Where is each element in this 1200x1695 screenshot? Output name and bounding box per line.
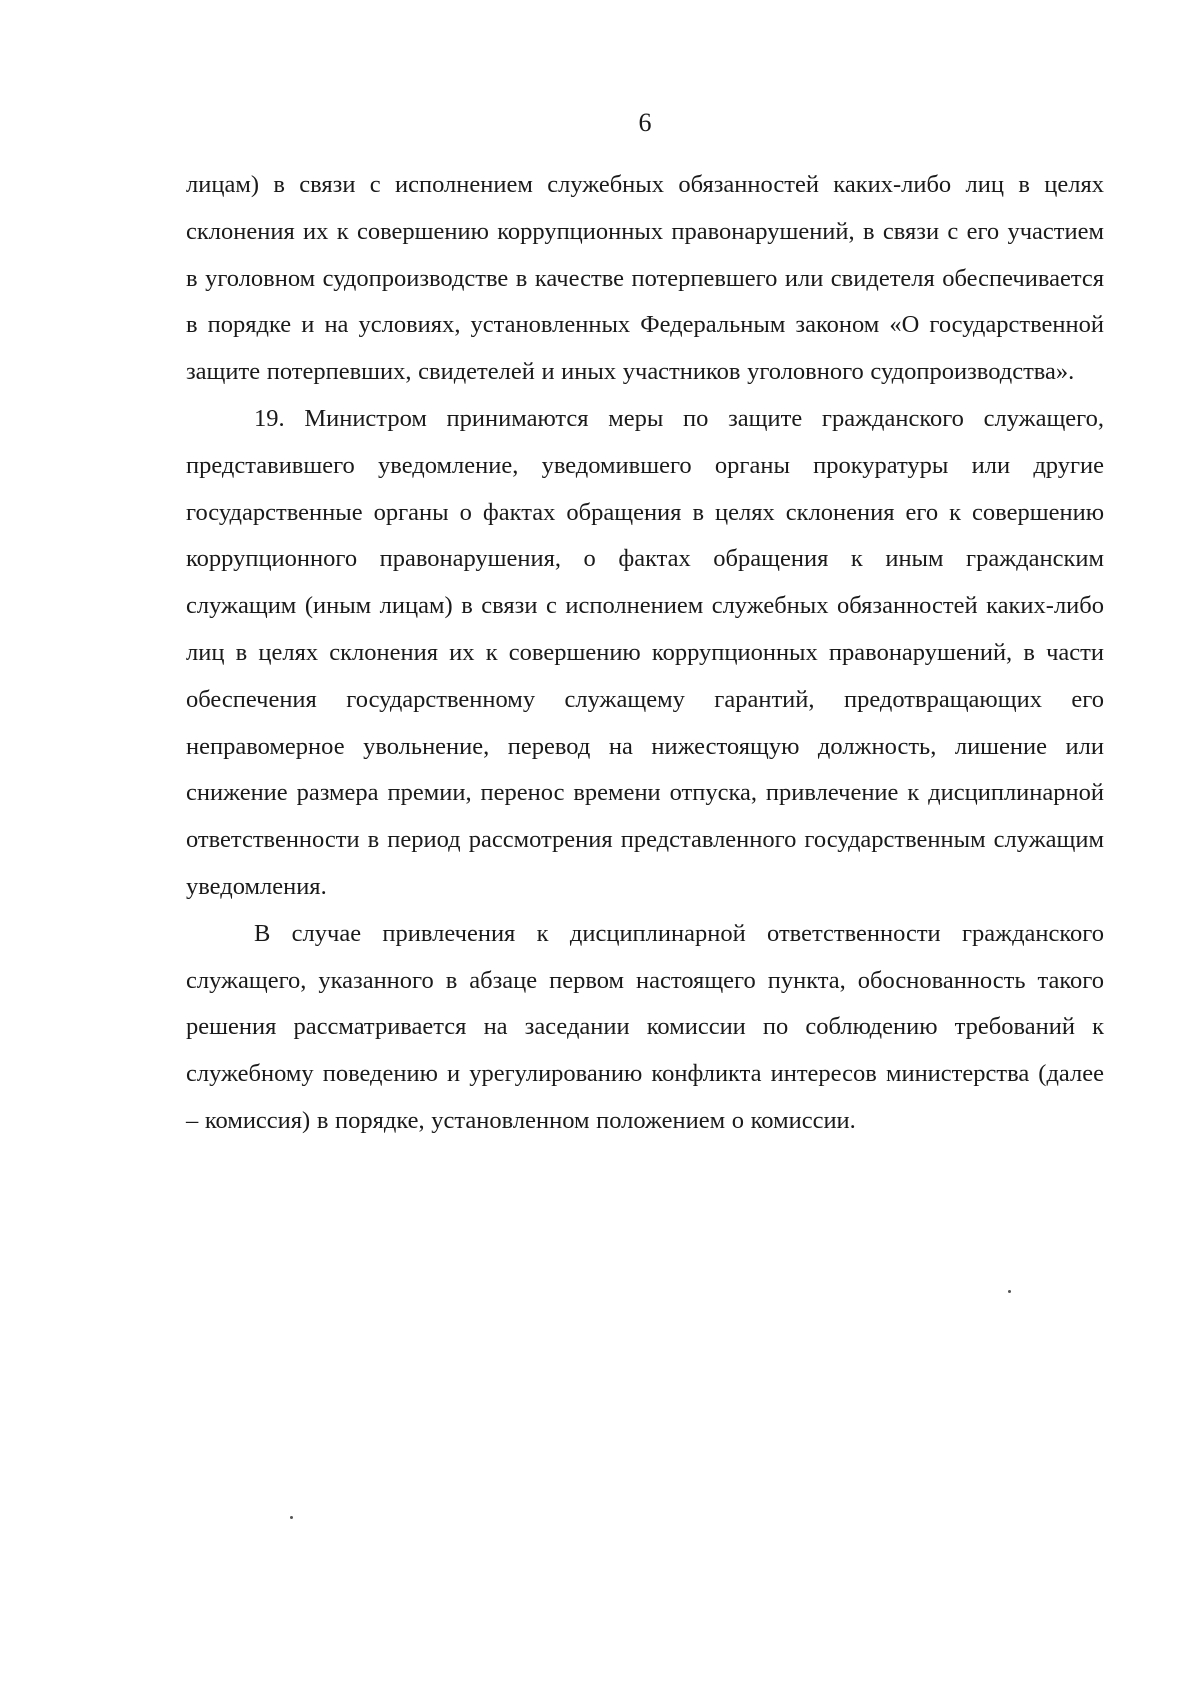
paragraph-item-19: 19. Министром принимаются меры по защите гражданского служащего, представившего уведомление, уведомившего органы прокуратуры или другие государственные органы о фактах обращения в целях склонения его к совершению коррупционного правонарушения, о фактах обращения к иным гражданским служащим (иным лицам) в связи с исполнением служебных обязанностей каких-либо лиц в целях склонения их к совершению коррупционных правонарушений, в части обеспечения государственному служащему гарантий, предотвращающих его неправомерное увольнение, перевод на нижестоящую должность, лишение или снижение размера премии, перенос времени отпуска, привлечение к дисциплинарной ответственности в период рассмотрения представленного государственным служащим уведомления. bbox=[186, 404, 1104, 900]
scan-speck bbox=[1008, 1290, 1011, 1293]
scan-speck bbox=[290, 1516, 293, 1519]
paragraph-disciplinary-case: В случае привлечения к дисциплинарной ответственности гражданского служащего, указанного в абзаце первом настоящего пункта, обоснованность такого решения рассматривается на заседании комиссии по соблюдению требований к служебному поведению и урегулированию конфликта интересов министерства (далее – комиссия) в порядке, установленном положением о комиссии. bbox=[186, 919, 1104, 1134]
page-number: 6 bbox=[638, 108, 652, 137]
document-body bbox=[186, 162, 1104, 1145]
paragraph-continuation: лицам) в связи с исполнением служебных обязанностей каких-либо лиц в целях склонения их к совершению коррупционных правонарушений, в связи с его участием в уголовном судопроизводстве в качестве потерпевшего или свидетеля обеспечивается в порядке и на условиях, установленных Федеральным законом «О государственной защите потерпевших, свидетелей и иных участников уголовного судопроизводства». bbox=[186, 171, 1104, 386]
